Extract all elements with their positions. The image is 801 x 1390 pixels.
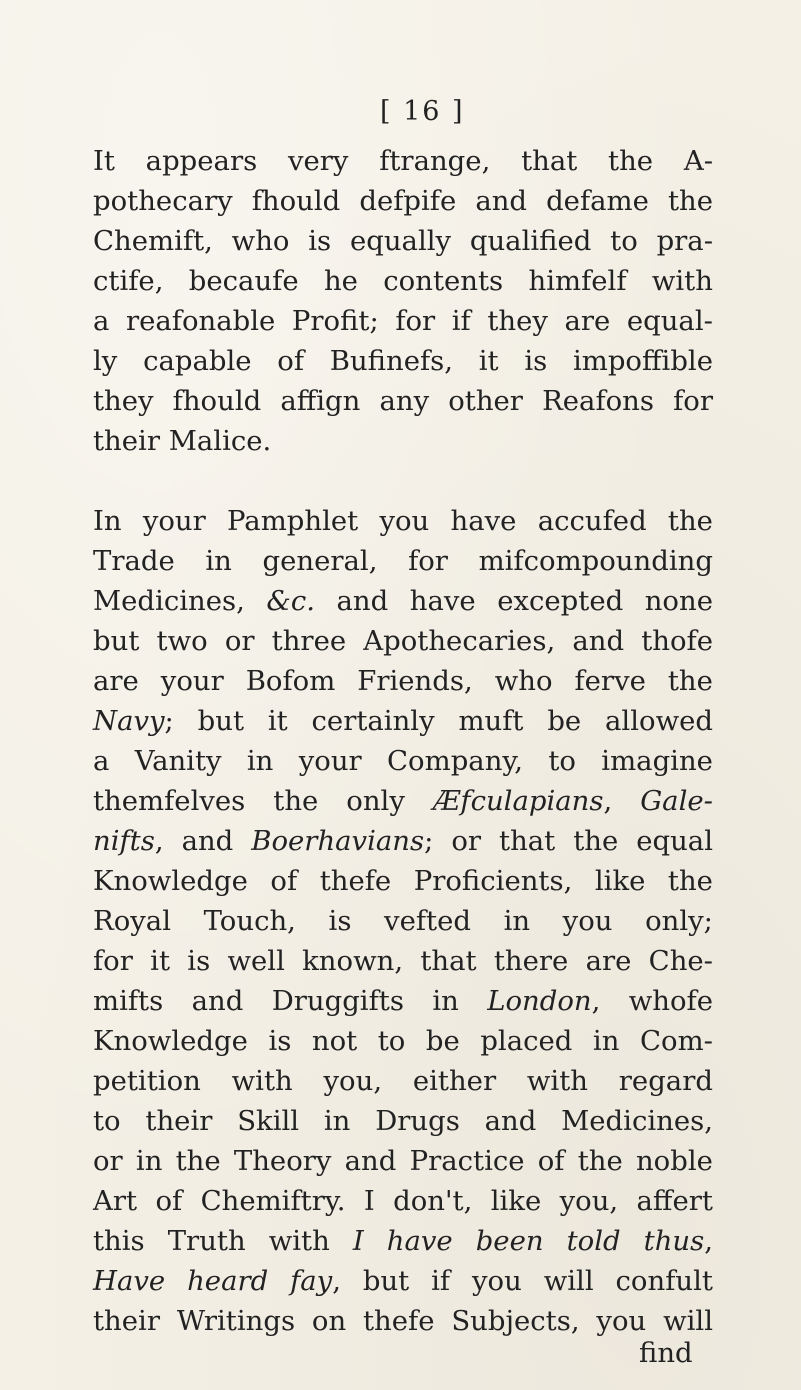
- word: defame: [546, 185, 649, 217]
- word: this: [93, 1225, 145, 1257]
- word: Knowledge: [93, 1025, 248, 1057]
- word: nifts,: [93, 825, 164, 857]
- word: with: [651, 265, 713, 297]
- text-line: [93, 261, 713, 301]
- word: ftrange,: [379, 145, 491, 177]
- text-line: [93, 941, 713, 981]
- word: It: [93, 145, 115, 177]
- word: Touch,: [203, 905, 296, 937]
- text-line: their Malice.: [93, 425, 272, 457]
- word: reafonable: [125, 305, 276, 337]
- word: of: [270, 865, 298, 897]
- word: either: [412, 1065, 497, 1097]
- word: for: [408, 545, 448, 577]
- word: Drugs: [375, 1105, 460, 1137]
- word: to: [548, 745, 576, 777]
- word: accufed: [537, 505, 647, 537]
- text-line: [93, 1021, 713, 1061]
- word: Medicines,: [93, 585, 245, 617]
- word: Druggifts: [271, 985, 404, 1017]
- text-line: [93, 221, 713, 261]
- word: will: [543, 1265, 594, 1297]
- word: thefe: [363, 1305, 435, 1337]
- word: are: [564, 305, 611, 337]
- word: Reafons: [542, 385, 654, 417]
- word: to: [93, 1105, 121, 1137]
- paragraph-gap: [93, 461, 713, 501]
- word: Art: [93, 1185, 138, 1217]
- word: known,: [302, 945, 404, 977]
- word: there: [493, 945, 569, 977]
- word: not: [311, 1025, 358, 1057]
- word: don't,: [393, 1185, 473, 1217]
- word: fay,: [290, 1265, 341, 1297]
- word: it: [478, 345, 499, 377]
- word: Have: [93, 1265, 166, 1297]
- word: the: [175, 1145, 221, 1177]
- word: ferve: [574, 665, 646, 697]
- word: in: [592, 1025, 620, 1057]
- text-line: [93, 581, 713, 621]
- word: ly: [93, 345, 118, 377]
- word: himfelf: [528, 265, 627, 297]
- word: of: [537, 1145, 565, 1177]
- word: with: [526, 1065, 588, 1097]
- word: told: [566, 1225, 621, 1257]
- word: thus,: [643, 1225, 713, 1257]
- word: who: [231, 225, 290, 257]
- word: and: [572, 625, 625, 657]
- word: or: [224, 625, 255, 657]
- word: Subjects,: [451, 1305, 580, 1337]
- word: any: [379, 385, 430, 417]
- word: if: [451, 305, 471, 337]
- text-line: [93, 1101, 713, 1141]
- text-line: [93, 1141, 713, 1181]
- word: and: [336, 585, 389, 617]
- word: equal: [636, 825, 713, 857]
- word: is: [328, 905, 352, 937]
- word: they: [487, 305, 548, 337]
- word: Medicines,: [561, 1105, 713, 1137]
- word: pra-: [656, 225, 713, 257]
- word: your: [160, 665, 224, 697]
- word: fhould: [251, 185, 341, 217]
- word: ctife,: [93, 265, 164, 297]
- word: petition: [93, 1065, 201, 1097]
- text-line: [93, 1061, 713, 1101]
- word: Truth: [167, 1225, 246, 1257]
- text-line: [93, 1261, 713, 1301]
- word: like: [594, 865, 646, 897]
- word: is: [268, 1025, 292, 1057]
- word: In: [93, 505, 122, 537]
- word: mifcompounding: [478, 545, 713, 577]
- word: in: [246, 745, 274, 777]
- word: he: [323, 265, 358, 297]
- word: and: [475, 185, 528, 217]
- word: Profit;: [291, 305, 379, 337]
- word: becaufe: [188, 265, 299, 297]
- word: affign: [280, 385, 361, 417]
- word: themfelves: [93, 785, 246, 817]
- text-line: [93, 781, 713, 821]
- word: impoffible: [572, 345, 713, 377]
- text-line: [93, 541, 713, 581]
- word: Gale-: [640, 785, 713, 817]
- word: Trade: [93, 545, 175, 577]
- word: is: [308, 225, 332, 257]
- word: Theory: [233, 1145, 332, 1177]
- word: heard: [187, 1265, 269, 1297]
- word: only;: [645, 905, 713, 937]
- word: Practice: [409, 1145, 525, 1177]
- word: equally: [349, 225, 452, 257]
- word: to: [377, 1025, 406, 1057]
- word: have: [450, 505, 517, 537]
- word: that: [420, 945, 477, 977]
- text-line: [93, 981, 713, 1021]
- word: Chemift,: [93, 225, 213, 257]
- text-line: [93, 861, 713, 901]
- word: that: [499, 825, 556, 857]
- word: but: [93, 625, 140, 657]
- word: &c.: [266, 585, 316, 617]
- word: defpife: [359, 185, 457, 217]
- word: Friends,: [357, 665, 473, 697]
- word: you: [562, 905, 613, 937]
- word: are: [93, 665, 139, 697]
- word: will: [663, 1305, 713, 1337]
- word: you: [379, 505, 430, 537]
- word: Chemiftry.: [200, 1185, 346, 1217]
- word: regard: [618, 1065, 713, 1097]
- word: muft: [458, 705, 524, 737]
- word: with: [231, 1065, 293, 1097]
- word: they: [93, 385, 154, 417]
- word: their: [93, 1305, 160, 1337]
- word: the: [273, 785, 319, 817]
- catchword: find: [639, 1337, 693, 1369]
- text-line: [93, 701, 713, 741]
- word: but: [362, 1265, 410, 1297]
- word: affert: [636, 1185, 713, 1217]
- word: Company,: [387, 745, 524, 777]
- word: Writings: [176, 1305, 296, 1337]
- text-line: [93, 1301, 713, 1341]
- text-line: [93, 621, 713, 661]
- word: Bufinefs,: [329, 345, 454, 377]
- word: Knowledge: [93, 865, 248, 897]
- word: noble: [635, 1145, 713, 1177]
- word: very: [287, 145, 349, 177]
- word: Skill: [237, 1105, 300, 1137]
- word: certainly: [311, 705, 435, 737]
- word: Che-: [648, 945, 713, 977]
- word: none: [644, 585, 713, 617]
- word: have: [409, 585, 476, 617]
- word: it: [150, 945, 171, 977]
- word: Com-: [639, 1025, 713, 1057]
- word: you,: [559, 1185, 619, 1217]
- word: in: [503, 905, 531, 937]
- word: equal-: [626, 305, 713, 337]
- word: A-: [683, 145, 713, 177]
- word: be: [425, 1025, 460, 1057]
- word: allowed: [605, 705, 713, 737]
- word: have: [386, 1225, 453, 1257]
- word: in: [323, 1105, 351, 1137]
- word: Royal: [93, 905, 171, 937]
- word: a: [93, 745, 110, 777]
- word: mifts: [93, 985, 164, 1017]
- word: be: [547, 705, 582, 737]
- word: and: [484, 1105, 537, 1137]
- word: and: [181, 825, 234, 857]
- word: for: [93, 945, 133, 977]
- word: the: [667, 505, 713, 537]
- word: Æfculapians,: [432, 785, 613, 817]
- word: you: [472, 1265, 522, 1297]
- text-line: [93, 301, 713, 341]
- word: Vanity: [134, 745, 222, 777]
- word: in: [432, 985, 459, 1017]
- text-line: [93, 181, 713, 221]
- word: is: [524, 345, 548, 377]
- word: only: [346, 785, 405, 817]
- word: capable: [143, 345, 252, 377]
- word: Bofom: [245, 665, 336, 697]
- word: Pamphlet: [227, 505, 359, 537]
- word: who: [494, 665, 553, 697]
- word: their: [145, 1105, 213, 1137]
- word: I: [352, 1225, 364, 1257]
- word: of: [277, 345, 305, 377]
- text-line: [93, 741, 713, 781]
- word: or: [93, 1145, 123, 1177]
- word: other: [448, 385, 523, 417]
- word: you,: [323, 1065, 383, 1097]
- text-line: [93, 901, 713, 941]
- word: in: [135, 1145, 163, 1177]
- text-line: [93, 381, 713, 421]
- word: on: [311, 1305, 347, 1337]
- word: is: [187, 945, 211, 977]
- word: if: [431, 1265, 451, 1297]
- word: Boerhavians;: [251, 825, 434, 857]
- word: two: [156, 625, 208, 657]
- word: placed: [480, 1025, 573, 1057]
- word: are: [585, 945, 632, 977]
- word: and: [344, 1145, 397, 1177]
- word: a: [93, 305, 110, 337]
- word: your: [142, 505, 206, 537]
- word: of: [155, 1185, 183, 1217]
- word: the: [667, 665, 713, 697]
- word: confult: [615, 1265, 713, 1297]
- word: with: [268, 1225, 330, 1257]
- text-line: [93, 661, 713, 701]
- word: in: [205, 545, 232, 577]
- word: thefe: [319, 865, 392, 897]
- word: whofe: [628, 985, 713, 1017]
- text-line: [93, 341, 713, 381]
- word: the: [667, 865, 713, 897]
- word: the: [573, 825, 619, 857]
- text-line: [93, 821, 713, 861]
- text-line: [93, 1181, 713, 1221]
- word: excepted: [497, 585, 624, 617]
- word: or: [451, 825, 482, 857]
- word: appears: [145, 145, 258, 177]
- word: been: [475, 1225, 544, 1257]
- word: fhould: [172, 385, 262, 417]
- word: I: [363, 1185, 375, 1217]
- word: pothecary: [93, 185, 233, 217]
- word: but: [197, 705, 244, 737]
- word: Apothecaries,: [363, 625, 556, 657]
- word: the: [577, 1145, 623, 1177]
- word: and: [191, 985, 244, 1017]
- word: Proficients,: [413, 865, 573, 897]
- text-line: [93, 1221, 713, 1261]
- word: well: [227, 945, 285, 977]
- word: London,: [487, 985, 601, 1017]
- word: that: [521, 145, 578, 177]
- word: Navy;: [93, 705, 174, 737]
- word: for: [395, 305, 436, 337]
- body-text: [93, 141, 713, 1341]
- word: contents: [383, 265, 504, 297]
- word: three: [271, 625, 347, 657]
- word: your: [298, 745, 362, 777]
- word: you: [596, 1305, 647, 1337]
- word: the: [608, 145, 654, 177]
- text-line: [93, 141, 713, 181]
- word: vefted: [384, 905, 471, 937]
- page-number: [ 16 ]: [380, 96, 465, 127]
- word: general,: [262, 545, 378, 577]
- word: qualified: [469, 225, 592, 257]
- word: imagine: [601, 745, 713, 777]
- text-line: [93, 501, 713, 541]
- word: to: [610, 225, 638, 257]
- word: like: [490, 1185, 542, 1217]
- word: thofe: [641, 625, 713, 657]
- word: it: [267, 705, 288, 737]
- word: for: [673, 385, 713, 417]
- word: the: [667, 185, 713, 217]
